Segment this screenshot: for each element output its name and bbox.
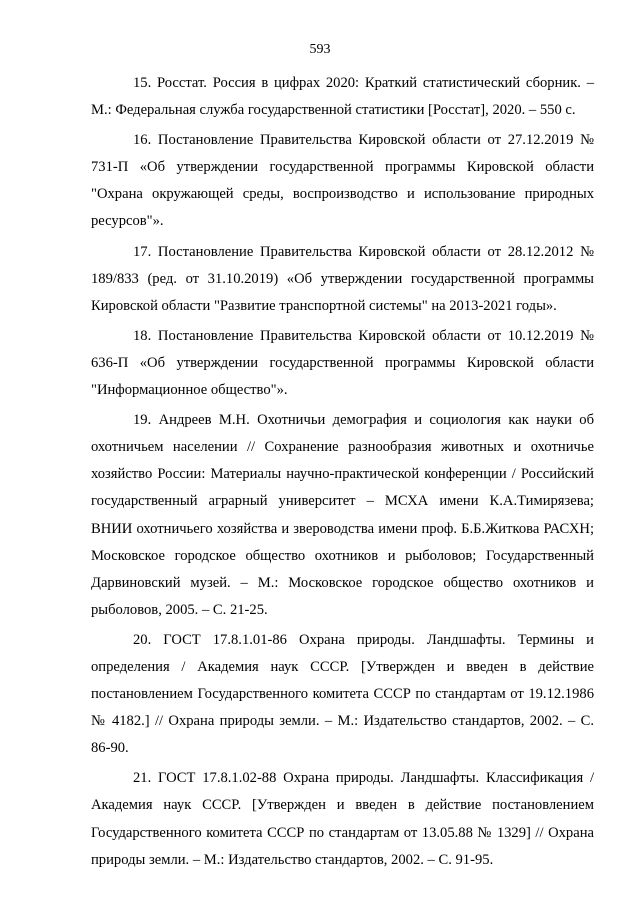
- reference-item-17: 17. Постановление Правительства Кировской области от 28.12.2012 № 189/833 (ред. от 31.10.2019) «Об утверждении государственной программы Кировской области "Развитие транспортной системы" на 2013-2021 годы».: [91, 243, 594, 314]
- reference-item-15: 15. Росстат. Россия в цифрах 2020: Краткий статистический сборник. – М.: Федеральная служба государственной статистики [Росстат], 2020. – 550 с.: [91, 75, 594, 119]
- reference-item-20: 20. ГОСТ 17.8.1.01-86 Охрана природы. Ландшафты. Термины и определения / Академия наук СССР. [Утвержден и введен в действие постановлением Государственного комитета СССР по стандартам от 19.12.1986 № 4182.] // Охрана природы земли. – М.: Издательство стандартов, 2002. – С. 86-90.: [91, 631, 594, 757]
- reference-item-19: 19. Андреев М.Н. Охотничьи демография и социология как науки об охотничьем населении // Сохранение разнообразия животных и охотничье хозяйство России: Материалы научно-практической конференции / Российский государственный аграрный университет – МСХА имени К.А.Тимирязева; ВНИИ охотничьего хозяйства и звероводства имени проф. Б.Б.Житкова РАСХН; Московское городское общество охотников и рыболовов; Государственный Дарвиновский музей. – М.: Московское городское общество охотников и рыболовов, 2005. – С. 21-25.: [91, 412, 594, 618]
- reference-item-16: 16. Постановление Правительства Кировской области от 27.12.2019 № 731-П «Об утверждении государственной программы Кировской области "Охрана окружающей среды, воспроизводство и использование природных ресурсов"».: [91, 132, 594, 230]
- reference-list: [91, 70, 594, 874]
- reference-item-21: 21. ГОСТ 17.8.1.02-88 Охрана природы. Ландшафты. Классификация / Академия наук СССР. [Утвержден и введен в действие постановлением Государственного комитета СССР по стандартам от 13.05.88 № 1329] // Охрана природы земли. – М.: Издательство стандартов, 2002. – С. 91-95.: [91, 770, 594, 868]
- page-number: 593: [309, 42, 331, 57]
- reference-item-18: 18. Постановление Правительства Кировской области от 10.12.2019 № 636-П «Об утверждении государственной программы Кировской области "Информационное общество"».: [91, 327, 594, 399]
